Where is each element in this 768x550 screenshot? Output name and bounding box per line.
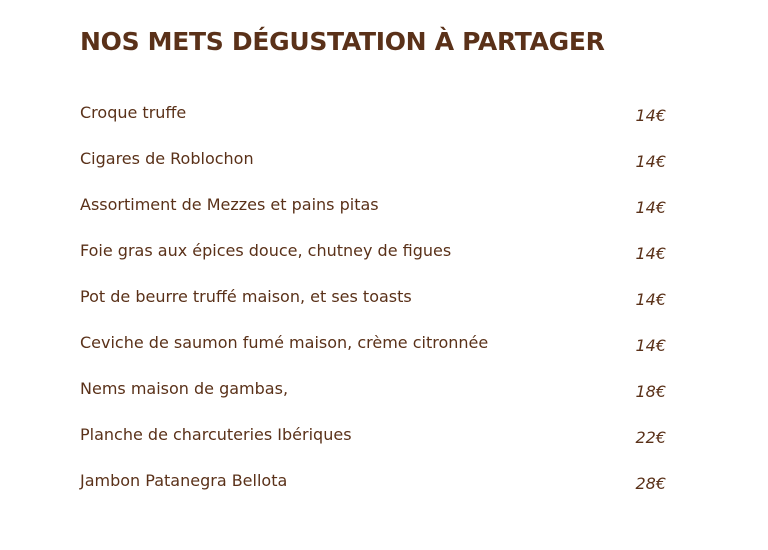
menu-item-price: 18€ xyxy=(635,382,666,401)
menu-item-name: Assortiment de Mezzes et pains pitas xyxy=(80,195,379,214)
menu-item-price: 28€ xyxy=(635,474,666,493)
menu-item-price: 14€ xyxy=(635,244,666,263)
menu-item-foie-gras xyxy=(80,238,666,284)
menu-item-price: 14€ xyxy=(635,336,666,355)
menu-item-name: Ceviche de saumon fumé maison, crème citronnée xyxy=(80,333,489,352)
menu-item-beurre-truffe xyxy=(80,284,666,330)
menu-item-name: Planche de charcuteries Ibériques xyxy=(80,425,352,444)
menu-item-charcuteries xyxy=(80,422,666,468)
menu-list xyxy=(80,100,666,514)
menu-item-name: Croque truffe xyxy=(80,103,187,122)
menu-item-price: 14€ xyxy=(635,152,666,171)
menu-item-price: 22€ xyxy=(635,428,666,447)
menu-item-price: 14€ xyxy=(635,106,666,125)
menu-item-name: Cigares de Roblochon xyxy=(80,149,254,168)
menu-item-jambon xyxy=(80,468,666,514)
menu-item-ceviche xyxy=(80,330,666,376)
menu-item-name: Jambon Patanegra Bellota xyxy=(80,471,288,490)
menu-item-name: Pot de beurre truffé maison, et ses toasts xyxy=(80,287,412,306)
menu-item-mezzes xyxy=(80,192,666,238)
menu-item-croque-truffe xyxy=(80,100,666,146)
menu-item-price: 14€ xyxy=(635,290,666,309)
section-title: NOS METS DÉGUSTATION À PARTAGER xyxy=(80,27,605,56)
menu-item-price: 14€ xyxy=(635,198,666,217)
menu-item-cigares-roblochon xyxy=(80,146,666,192)
menu-item-name: Nems maison de gambas, xyxy=(80,379,289,398)
menu-item-name: Foie gras aux épices douce, chutney de figues xyxy=(80,241,452,260)
menu-item-nems-gambas xyxy=(80,376,666,422)
